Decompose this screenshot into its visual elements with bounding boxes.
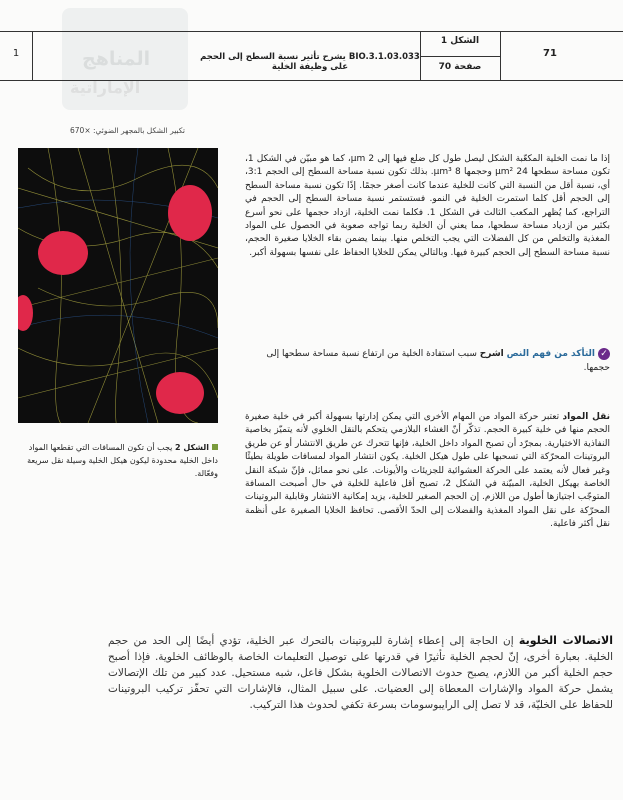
transport-text: تعتبر حركة المواد من المهام الأخرى التي يمكن إدارتها بسهولة أكبر في خلية صغيرة الحجم منها في خلية كبيرة الحجم. تذكّر أنّ الغشاء البلازمي يتحكم بالنقل الخلوي لأنه يتميّز بخاصية النفاذية الاختيارية. بمجرّد أن تصبح المواد داخل الخلية، فإنها تتحرك عن طريق الانتشار أو عن طريق البروتينات المحرّكة التي تسحبها على طول هيكل الخلية. يكون انتشار المواد لمسافات طويلة بطيئًا وغير فعال لأنه يعتمد على الحركة العشوائية للجزيئات والأيونات. على نحو مماثل، فإنّ شبكة النقل الخاصة بهيكل الخلية، المبيّنة في الشكل 2، تصبح أقل فاعلية للخلية في حال أصبحت المسافة المتوجّب اجتيازها أطول من اللازم. إن الحجم الصغير للخلية، يزيد إمكانية الانتشار وقابلية البروتينات المحرّكة على نقل المواد المغذية والفضلات إلى الحدّ الأقصى. تحافظ الخلايا الصغيرة على أنظمة نقل أكثر فاعلية. [245,412,611,530]
header-page-number: 71 [543,48,557,59]
watermark-line2: الإماراتية [70,78,141,97]
reading-check [245,347,610,375]
header-standard: BIO.3.1.03.033 يشرح تأثير نسبة السطح إلى الحجم على وظيفة الخلية [200,52,420,72]
reading-check-text: سبب استفادة الخلية من ارتفاع نسبة مساحة سطحها إلى حجمها. [266,349,610,373]
section-cell-communication [108,633,613,713]
reading-check-verb: اشرح [479,349,504,359]
header-page-ref: صفحة 70 [438,62,482,72]
header-inner-divider [420,56,500,57]
header-divider [500,32,501,80]
figure-caption [18,441,218,480]
header-row-number: 1 [12,48,20,59]
communication-heading: الاتصالات الخلوية [518,634,613,647]
cell-nucleus [168,185,212,241]
check-mark-icon: ✓ [598,348,610,360]
header-divider [32,32,33,80]
caption-bullet-icon [212,444,218,450]
header-figure-ref: الشكل 1 [440,36,480,46]
reading-check-title: التأكد من فهم النص [506,349,595,359]
watermark-line1: المناهج [82,48,151,70]
figure-caption-text: يجب أن تكون المسافات التي تقطعها المواد داخل الخلية محدودة ليكون هيكل الخلية وسيلة نقل سريعة وفعّالة. [27,443,218,478]
communication-text: إن الحاجة إلى إعطاء إشارة للبروتينات بالتحرك عبر الخلية، تؤدي أيضًا إلى الحد من حجم الخلية. بعبارة أخرى، إنّ لحجم الخلية تأثيرًا في قدرتها على توصيل التعليمات الخاصة بالوظائف الخلوية. فإذا أصبح حجم الخلية أكبر من اللازم، يصبح حدوث الاتصالات الخلوية بشكل فاعل، شبه مستحيل. عدد كبير من تلك الإتصالات يشمل حركة المواد والإشارات المعطاة إلى العضيات. على سبيل المثال، فالإشارات التي تحفّز تركيب البروتينات للحفاظ على الخليّة، قد لا تصل إلى الرايبوسومات بسرعة تكفي لحدوث هذا التركيب. [108,635,613,711]
figure-label: الشكل 2 [174,443,209,452]
paragraph-transport [245,411,610,532]
cell-micrograph [18,148,218,423]
transport-heading: نقل المواد [562,412,610,422]
cell-nucleus [156,372,204,414]
cell-nucleus [38,231,88,275]
cell-micrograph-image [18,148,218,423]
paragraph-surface-volume: إذا ما نمت الخلية المكعّبة الشكل ليصل طول كل ضلع فيها إلى 2 μm، كما هو مبيّن في الشكل 1، تكون مساحة سطحها 24 μm² وحجمها 8 μm³. بذلك تكون نسبة مساحة السطح إلى الحجم 3:1، أي، نسبة أقل من النسبة التي كانت للخلية عندما كانت أصغر حجمًا. إذًا تكون نسبة مساحة السطح إلى الحجم أقل كلما استمرت الخلية في النمو. فستستمر نسبة مساحة السطح إلى الحجم في التراجع، كما يُظهر المكعب الثالث في الشكل 1. فكلما نمت الخلية، ازداد حجمها على نحو أسرع بكثير من ازدياد مساحة سطحها، مما يعني أن الخلية ربما تواجه صعوبة في الحصول على المواد المغذية والتخلص من كل الفضلات التي يجب التخلص منها. بينما يضمن بقاء الخلايا صغيرة الحجم، نسبة مساحة السطح إلى الحجم كبيرة فيها. وبالتالي يمكن للخلايا الحفاظ على نفسها بسهولة أكبر. [245,154,610,258]
header-table [0,31,623,81]
figure-magnification-caption: تكبير الشكل بالمجهر الضوئي: ×670 [70,126,185,135]
